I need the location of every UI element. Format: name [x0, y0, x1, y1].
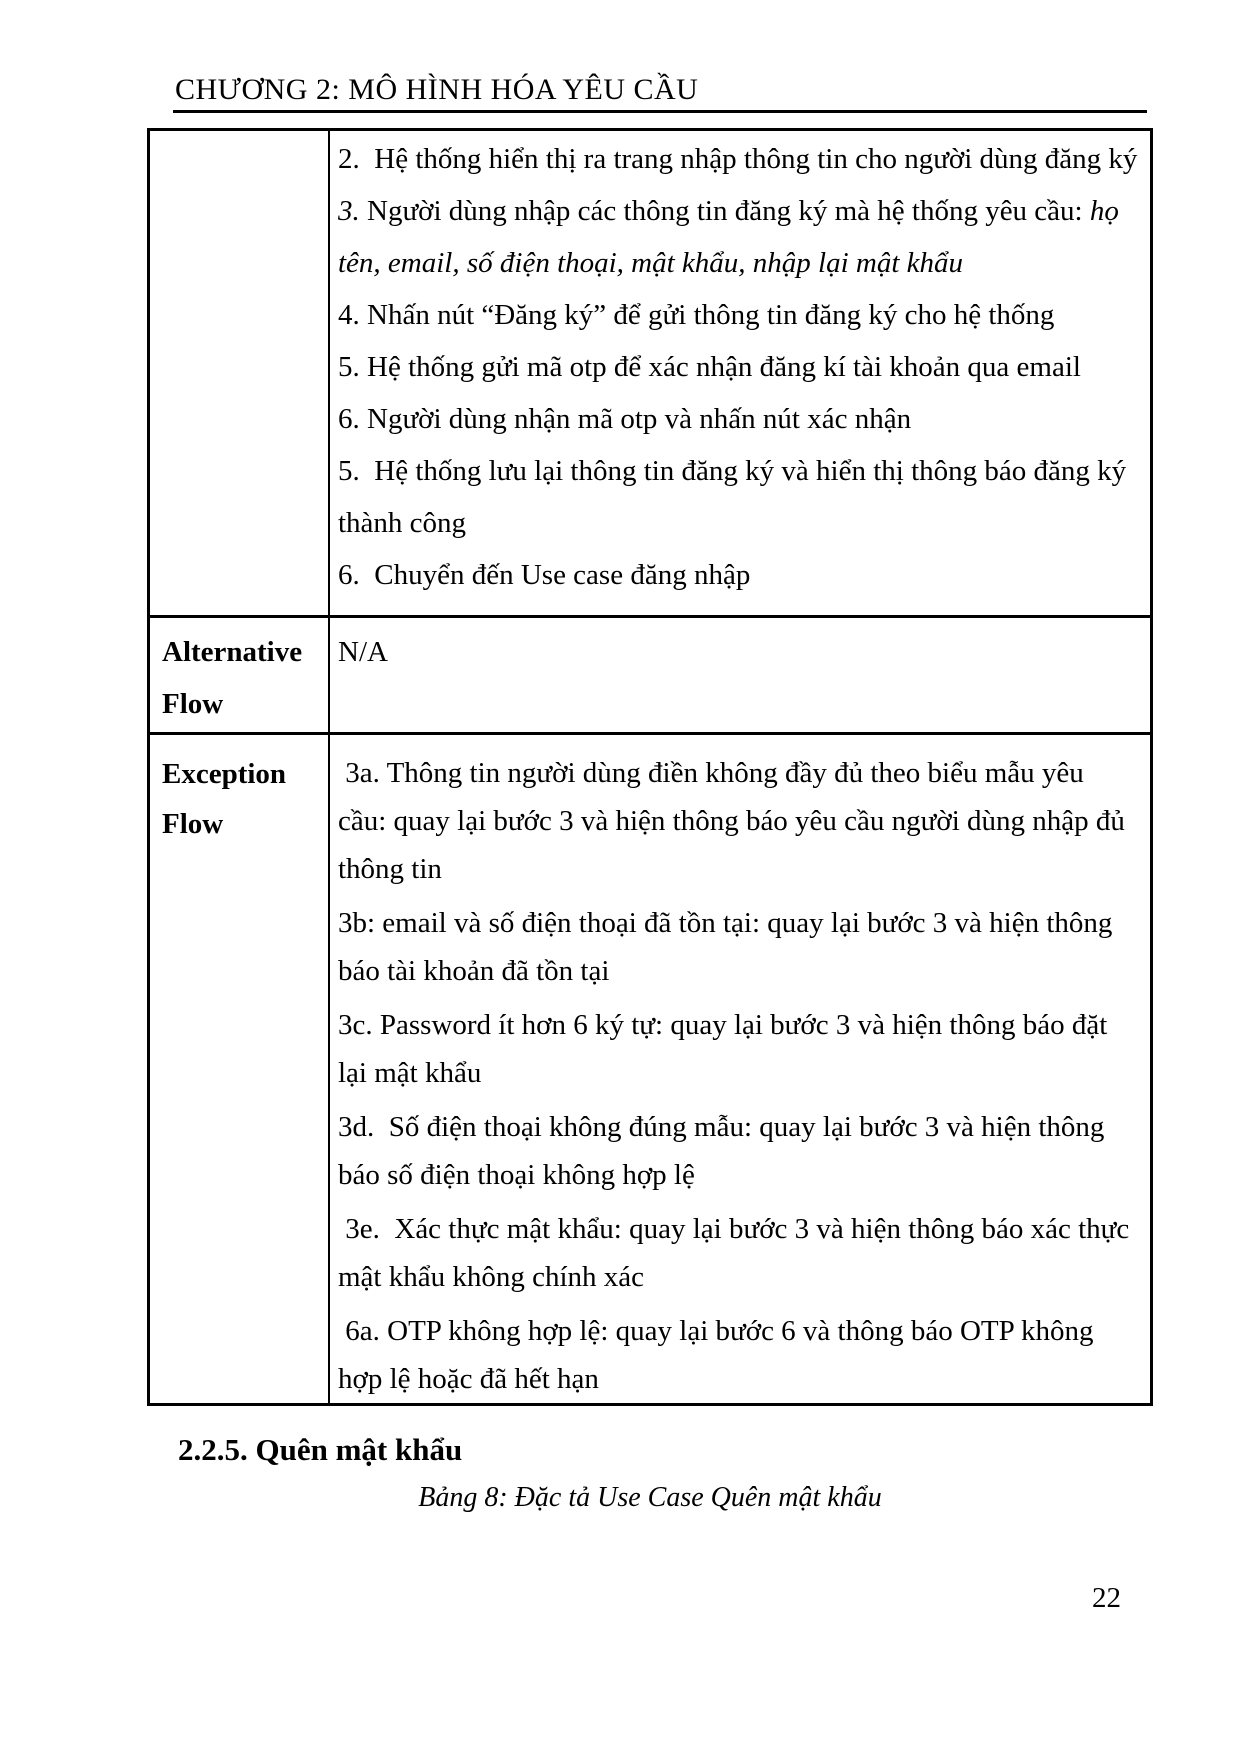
row-label-alternative-flow: Alternative Flow: [150, 618, 330, 732]
section-heading: 2.2.5. Quên mật khẩu: [178, 1432, 463, 1467]
flow-step: 6. Người dùng nhận mã otp và nhấn nút xác nhận: [338, 403, 912, 435]
header-rule: [173, 110, 1147, 113]
flow-step: 6. Chuyển đến Use case đăng nhập: [338, 559, 751, 591]
exception-item: 3a. Thông tin người dùng điền không đầy đủ theo biểu mẫu yêu cầu: quay lại bước 3 và hiện thông báo yêu cầu người dùng nhập đủ thông tin: [338, 757, 1133, 885]
use-case-table: [147, 128, 1153, 1406]
step-number: 3.: [338, 195, 360, 227]
flow-step: 2. Hệ thống hiển thị ra trang nhập thông tin cho người dùng đăng ký: [338, 143, 1138, 175]
flow-step: 5. Hệ thống lưu lại thông tin đăng ký và hiển thị thông báo đăng ký thành công: [338, 455, 1134, 539]
flow-step: [338, 185, 1138, 289]
exception-item: 6a. OTP không hợp lệ: quay lại bước 6 và thông báo OTP không hợp lệ hoặc đã hết hạn: [338, 1315, 1101, 1395]
table-row-basic-flow: [150, 131, 1150, 615]
chapter-header-title: CHƯƠNG 2: MÔ HÌNH HÓA YÊU CẦU: [175, 73, 699, 106]
flow-step: 4. Nhấn nút “Đăng ký” để gửi thông tin đăng ký cho hệ thống: [338, 299, 1055, 331]
flow-step: 5. Hệ thống gửi mã otp để xác nhận đăng kí tài khoản qua email: [338, 351, 1081, 383]
table-row-alternative-flow: [150, 615, 1150, 732]
exception-flow-content: [330, 735, 1150, 1403]
row-label-exception-flow: Exception Flow: [150, 735, 330, 1403]
basic-flow-content: [330, 131, 1150, 615]
page-number: 22: [1092, 1582, 1121, 1614]
exception-item: 3d. Số điện thoại không đúng mẫu: quay lại bước 3 và hiện thông báo số điện thoại không hợp lệ: [338, 1111, 1112, 1191]
exception-item: 3c. Password ít hơn 6 ký tự: quay lại bước 3 và hiện thông báo đặt lại mật khẩu: [338, 1009, 1115, 1089]
exception-item: 3b: email và số điện thoại đã tồn tại: quay lại bước 3 và hiện thông báo tài khoản đã tồn tại: [338, 907, 1120, 987]
table-caption: Bảng 8: Đặc tả Use Case Quên mật khẩu: [418, 1482, 882, 1513]
alternative-flow-value: N/A: [338, 636, 388, 668]
step-fields-italic: họ tên, email, số điện thoại, mật khẩu, nhập lại mật khẩu: [338, 195, 1127, 279]
step-text: Người dùng nhập các thông tin đăng ký mà hệ thống yêu cầu:: [359, 195, 1090, 227]
exception-item: 3e. Xác thực mật khẩu: quay lại bước 3 và hiện thông báo xác thực mật khẩu không chính xác: [338, 1213, 1137, 1293]
table-row-exception-flow: [150, 732, 1150, 1403]
row-label-empty: [150, 131, 330, 615]
alternative-flow-content: [330, 618, 1150, 732]
